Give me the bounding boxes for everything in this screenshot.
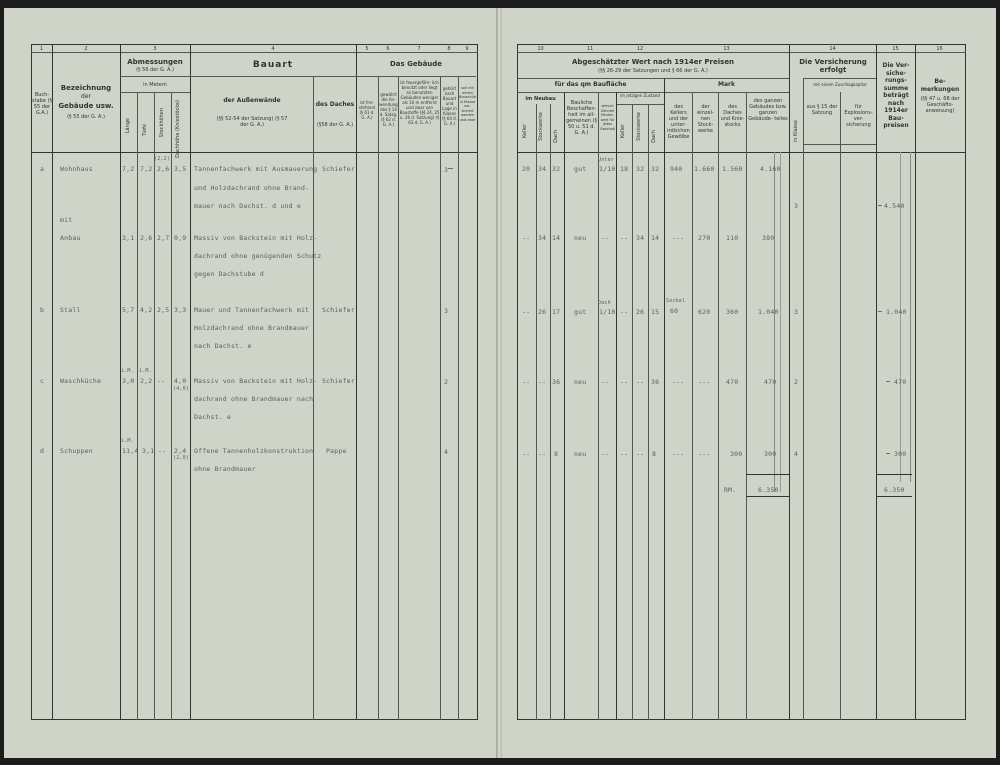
row-wall-3: Dachst. e (194, 413, 232, 421)
header-stockhoehen: Stockhöhen (159, 108, 165, 138)
header-laenge: Länge (125, 118, 131, 134)
header-col5: ist frei- stehend (§ 61 d. G. A.) (358, 100, 376, 120)
row-laenge: 11,4 (122, 447, 139, 455)
header-in-metern: in Metern (143, 82, 167, 88)
header-im-jetzigen: im jetzigen Zustand (620, 93, 660, 98)
row-tiefe: 2,6 (140, 234, 153, 242)
pencil-dash (886, 381, 890, 382)
row-tiefe: 2,2 (140, 377, 153, 385)
row-tiefe: 3,1 (142, 447, 155, 455)
row-da: 32 (552, 165, 561, 173)
header-col8: gehört nach Bauart und Lage in Klasse (§ 64 d. G. A.) (441, 86, 457, 126)
row-dach-below: (2,0) (173, 455, 190, 461)
header-des-daches: des Daches (315, 101, 355, 108)
row-letter: b (40, 306, 45, 314)
header-bemerkungen: Be- merkungen (920, 78, 960, 93)
row-mk: --- (672, 378, 685, 386)
pencil-dash (886, 453, 890, 454)
header-abmessungen-ref: (§ 56 der G. A.) (136, 67, 174, 73)
header-dach-jetzt: Dach (651, 130, 657, 143)
row-roof: Pappe (326, 447, 347, 455)
row-name: Stall (60, 306, 81, 314)
row-stock-above: (2,2) (154, 156, 171, 162)
row-sum: 4.540 (884, 202, 905, 210)
row-bq: gut (574, 308, 587, 316)
row-bq: neu (574, 378, 587, 386)
header-im-neubau: im Neubau (525, 96, 556, 102)
header-col7: ist feuergefähr- lich benutzt oder liegt so benutzten Gebäuden weniger als 10 m entfernt und zwar von Baustoffe (§§ 24, 25 u. 26 d. Satzung) (§ 63 d. G. A.) (399, 80, 440, 125)
row-bq: neu (574, 450, 587, 458)
colnum-12: 12 (636, 46, 644, 52)
row-dach: 3,3 (174, 306, 187, 314)
row-letter: c (40, 377, 45, 385)
row-vk: 3 (794, 308, 799, 316)
row-vk: 4 (794, 450, 799, 458)
row-md: 300 (730, 450, 743, 458)
row-js: 32 (636, 165, 645, 173)
row-da: 17 (552, 308, 561, 316)
colnum-9: 9 (465, 46, 469, 52)
row-jk: -- (620, 450, 629, 458)
header-das-gebaeude: Das Gebäude (389, 60, 443, 68)
row-mg: 380 (762, 234, 775, 242)
colnum-5: 5 (365, 46, 369, 52)
row-dach-below: (4,0) (173, 386, 190, 392)
pencil-dash (878, 205, 882, 206)
row-sum: 470 (894, 378, 907, 386)
colnum-4: 4 (271, 46, 275, 52)
row-jd: 14 (651, 234, 660, 242)
row-stock: 2,5 (157, 306, 170, 314)
row-tiefe: 4,2 (140, 306, 153, 314)
header-aussenwaende: der Außenwände (223, 97, 281, 104)
header-aus-15: aus § 15 der Satzung (806, 104, 838, 116)
row-wall-2: dachrand ohne genügenden Schutz (194, 252, 322, 260)
row-name: Waschküche (60, 377, 102, 385)
header-stockwerke-jetzt: Stockwerke (636, 112, 642, 141)
row-sum: 1.040 (886, 308, 907, 316)
row-jk: -- (620, 234, 629, 242)
row-ab-above: Unter (598, 157, 615, 163)
header-bezeichnung-der: der (81, 93, 91, 100)
colnum-6: 6 (386, 46, 390, 52)
row-wall-1: Massiv von Backstein mit Holz- (194, 377, 318, 385)
header-col9: soll mit einem Bauschild in Klasse ver- sichert werden und zwar (459, 86, 476, 122)
row-dach: 0,9 (174, 234, 187, 242)
header-daches-knie: des Daches und Knie- stocks (720, 104, 745, 128)
row-st: 34 (538, 165, 547, 173)
row-wall-1: Offene Tannenholzkonstruktion (194, 447, 314, 455)
colnum-13: 13 (723, 46, 730, 52)
row-dach: 2,4 (174, 447, 187, 455)
row-vk: 3 (794, 202, 799, 210)
row-ab-above: Dach (598, 300, 611, 306)
header-col6: gewährt die An- wendung des § 14 d. Satzg. (§ 62 d. G. A.) (379, 92, 398, 127)
header-abnutzung: wieviel Zehntel Minder- wert für jedes Geschoß (599, 104, 616, 131)
row-roof: Schiefer (322, 377, 355, 385)
row-bq: neu (574, 234, 587, 242)
row-laenge: 5,7 (122, 306, 135, 314)
header-bauliche: Bauliche Beschaffen- heit im all- gemeinen (§ 50 u. 51 d. G. A.) (565, 100, 598, 136)
row-class: 3 (444, 307, 449, 315)
header-in-klasse: in Klasse (793, 120, 799, 143)
row-tiefe-above: i.M. (139, 368, 152, 374)
row-mk-above: Sockel (666, 298, 686, 304)
header-dachhoehe: Dachhöhe (Kniestöcke) (175, 100, 181, 158)
row-roof: Schiefer (322, 165, 355, 173)
row-stock: -- (157, 377, 166, 385)
colnum-15: 15 (892, 46, 899, 52)
total-sum: 6.350 (884, 486, 905, 494)
header-buchstabe: Buch- stabe (§ 55 der G.A.) (32, 92, 52, 116)
row-ab: 1/10 (599, 165, 616, 173)
row-extra: mit (60, 216, 73, 224)
header-summe: Die Ver- siche- rungs- summe beträgt nach 1914er Bau- preisen (882, 62, 910, 129)
row-mk: 940 (670, 165, 683, 173)
row-js: -- (636, 378, 645, 386)
row-da: 36 (552, 378, 561, 386)
header-kellerwert: des Kellers und der unter- irdischen Gewölbe (667, 104, 690, 140)
row-roof: Schiefer (322, 306, 355, 314)
row-wall-2: Holzdachrand ohne Brandmauer (194, 324, 310, 332)
colnum-8: 8 (447, 46, 451, 52)
row-name: Schuppen (60, 447, 93, 455)
row-stock: 2,7 (157, 234, 170, 242)
row-k: 20 (522, 165, 531, 173)
row-bq: gut (574, 165, 587, 173)
row-mg: 300 (764, 450, 777, 458)
row-k: -- (522, 450, 531, 458)
colnum-2: 2 (84, 46, 88, 52)
row-name: Anbau (60, 234, 81, 242)
header-ganzen: des ganzen Gebäudes bzw. ganzen Gebäude- teiles (748, 98, 788, 122)
row-st: 34 (538, 234, 547, 242)
header-explosion: für Explosions- ver- sicherung (844, 104, 873, 128)
row-wall-2: dachrand ohne Brandmauer nach (194, 395, 314, 403)
header-zuschlag: mit einem Zuschlagkapital (813, 82, 867, 87)
header-bemerkungen-ref: (§§ 47 u. 68 der Geschäfts- anweisung) (920, 96, 960, 114)
row-jd: 15 (651, 308, 660, 316)
header-einzelnen: der einzel- nen Stock- werke (697, 104, 714, 134)
row-tiefe: 7,2 (140, 165, 153, 173)
row-wall-1: Massiv von Backstein mit Holz- (194, 234, 318, 242)
row-laenge-above: i.M. (121, 438, 134, 444)
colnum-11: 11 (586, 46, 594, 52)
row-laenge-above: i.M. (121, 368, 134, 374)
row-k: -- (522, 234, 531, 242)
header-abgeschaetzt-ref: (§§ 26-29 der Satzungen und § 66 der G. A.) (598, 68, 708, 74)
header-keller-jetzt: Keller (620, 124, 626, 139)
pencil-dash (878, 311, 882, 312)
row-md: 1.560 (722, 165, 743, 173)
row-jk: -- (620, 378, 629, 386)
header-bezeichnung-sub: Gebäude usw. (58, 102, 114, 110)
colnum-14: 14 (829, 46, 836, 52)
row-wall-3: nach Dachst. e (194, 342, 252, 350)
header-dach-neu: Dach (553, 130, 559, 143)
row-da: 8 (554, 450, 559, 458)
row-vk: 2 (794, 378, 799, 386)
row-ms: --- (698, 450, 711, 458)
total-mark: 6.350 (758, 486, 779, 494)
row-ms: 270 (698, 234, 711, 242)
row-jd: 36 (651, 378, 660, 386)
header-abmessungen: Abmessungen (127, 58, 183, 66)
colnum-16: 16 (936, 46, 943, 52)
row-laenge: 7,2 (122, 165, 135, 173)
row-st: -- (538, 378, 547, 386)
row-ms: 1.660 (694, 165, 715, 173)
header-fuer-qm: für das qm Baufläche (554, 81, 627, 88)
row-jd: 32 (651, 165, 660, 173)
pencil-dash (448, 168, 453, 169)
row-sum: 300 (894, 450, 907, 458)
row-mk: --- (672, 234, 685, 242)
row-stock: 2,6 (157, 165, 170, 173)
row-wall-1: Tannenfachwerk mit Ausmauerung (194, 165, 318, 173)
header-aussenwaende-ref: (§§ 52-54 der Satzung) (§ 57 der G. A.) (216, 116, 288, 128)
header-versicherung: Die Versicherung erfolgt (799, 58, 867, 74)
row-js: -- (636, 450, 645, 458)
row-mk: --- (672, 450, 685, 458)
row-md: 360 (726, 308, 739, 316)
row-ms: --- (698, 378, 711, 386)
row-class: 3 (444, 166, 449, 174)
row-wall-2: und Holzdachrand ohne Brand- (194, 184, 310, 192)
row-class: 2 (444, 378, 449, 386)
header-bezeichnung-ref: (§ 55 der G. A.) (67, 114, 105, 120)
row-wall-3: mauer nach Dachst. d und e (194, 202, 301, 210)
row-letter: d (40, 447, 45, 455)
row-js: 34 (636, 234, 645, 242)
row-wall-2: ohne Brandmauer (194, 465, 256, 473)
row-js: 26 (636, 308, 645, 316)
row-jk: -- (620, 308, 629, 316)
row-class: 4 (444, 448, 449, 456)
row-da: 14 (552, 234, 561, 242)
row-mg: 1.040 (758, 308, 779, 316)
header-abgeschaetzt: Abgeschätzter Wert nach 1914er Preisen (571, 58, 735, 66)
colnum-1: 1 (39, 46, 44, 52)
row-wall-3: gegen Dachstube d (194, 270, 264, 278)
header-bauart: Bauart (252, 60, 294, 70)
row-name: Wohnhaus (60, 165, 93, 173)
colnum-10: 10 (537, 46, 544, 52)
row-k: -- (522, 308, 531, 316)
row-jd: 8 (652, 450, 657, 458)
row-dach: 3,5 (174, 165, 187, 173)
row-ab: 1/10 (599, 308, 616, 316)
row-jk: 18 (620, 165, 629, 173)
row-k: -- (522, 378, 531, 386)
header-keller-neu: Keller (522, 124, 528, 139)
row-md: 470 (726, 378, 739, 386)
colnum-3: 3 (153, 46, 157, 52)
colnum-7: 7 (417, 46, 421, 52)
row-mg: 4.160 (760, 165, 781, 173)
row-dach: 4,0 (174, 377, 187, 385)
row-laenge: 3,0 (122, 377, 135, 385)
header-mark: Mark (718, 81, 735, 88)
row-stock: -- (158, 447, 167, 455)
header-des-daches-ref: (§58 der G. A.) (316, 122, 354, 128)
row-ms: 620 (698, 308, 711, 316)
row-mg: 470 (764, 378, 777, 386)
header-stockwerke-neu: Stockwerke (538, 112, 544, 141)
header-tiefe: Tiefe (142, 124, 148, 137)
row-ab: -- (601, 234, 610, 242)
row-ab: -- (601, 378, 610, 386)
total-prefix: RM. (724, 486, 737, 494)
row-st: 26 (538, 308, 547, 316)
row-md: 110 (726, 234, 739, 242)
row-ab: -- (601, 450, 610, 458)
row-laenge: 3,1 (122, 234, 135, 242)
row-letter: a (40, 165, 45, 173)
row-mk: 60 (670, 307, 679, 315)
row-st: -- (538, 450, 547, 458)
header-bezeichnung: Bezeichnung (60, 84, 112, 92)
row-wall-1: Mauer und Tannenfachwerk mit (194, 306, 310, 314)
